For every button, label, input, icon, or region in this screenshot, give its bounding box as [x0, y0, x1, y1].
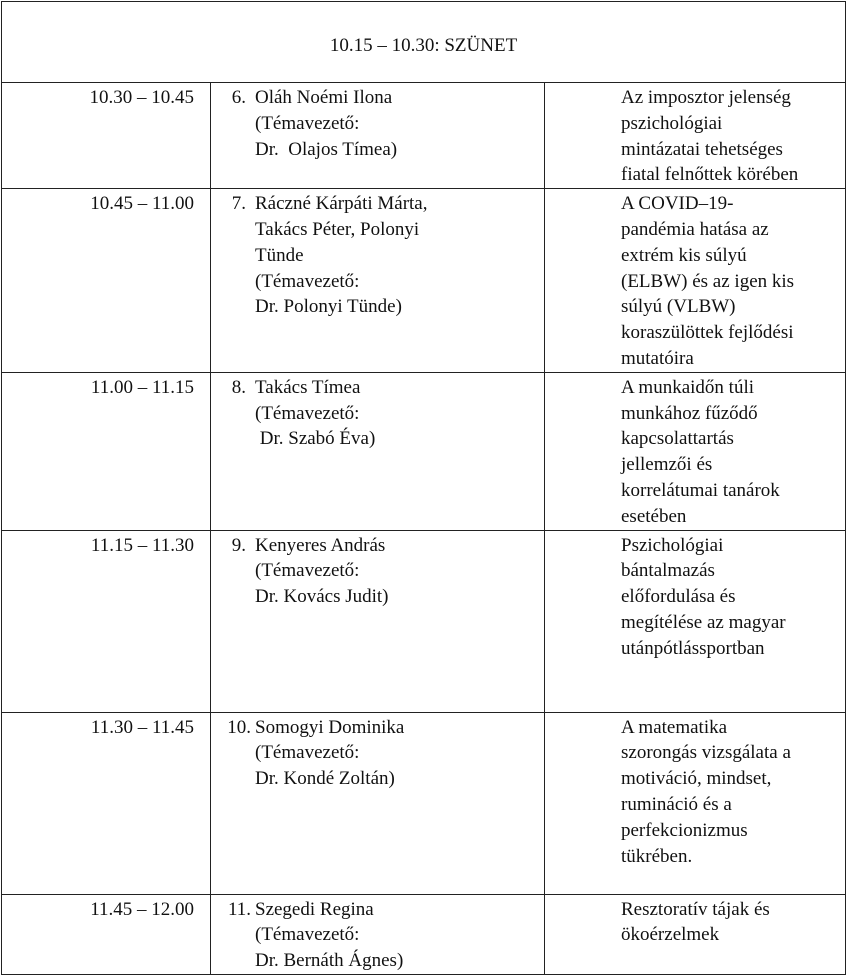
schedule-row	[2, 530, 846, 712]
presenter-cell	[211, 189, 545, 373]
title-line: ökoérzelmek	[621, 924, 720, 946]
break-row	[2, 2, 846, 83]
presenter-cell	[211, 372, 545, 530]
presenter-line: Takács Tímea	[255, 376, 361, 398]
schedule-row	[2, 894, 846, 974]
item-number: 6.	[231, 87, 246, 108]
talk-title	[545, 530, 846, 712]
presenter-line: Dr. Olajos Tímea)	[255, 138, 398, 160]
presenter-line: Szegedi Regina	[255, 898, 374, 920]
time-slot: 11.45 – 12.00	[2, 894, 211, 974]
title-line: jellemzői és	[621, 454, 713, 476]
title-line: A COVID–19-	[621, 193, 734, 215]
item-number: 9.	[231, 534, 246, 556]
presenter-line: (Témavezető:	[255, 112, 360, 134]
presenter-line: (Témavezető:	[255, 924, 360, 946]
presenter-line: Dr. Kondé Zoltán)	[255, 768, 395, 790]
presenter-line: Dr. Szabó Éva)	[255, 428, 376, 450]
title-line: megítélése az magyar	[621, 611, 786, 633]
title-line: kapcsolattartás	[621, 428, 734, 450]
break-label: 10.15 – 10.30: SZÜNET	[2, 2, 846, 83]
presenter-line: Dr. Kovács Judit)	[255, 586, 389, 608]
talk-title	[545, 894, 846, 974]
schedule-row	[2, 372, 846, 530]
presenter-line: (Témavezető:	[255, 742, 360, 764]
title-line: tükrében.	[621, 845, 693, 867]
title-line: koraszülöttek fejlődési	[621, 322, 794, 344]
title-line: Pszichológiai	[621, 534, 724, 556]
talk-title	[545, 189, 846, 373]
item-number: 8.	[231, 376, 246, 398]
title-line: szorongás vizsgálata a	[621, 742, 791, 764]
time-slot: 10.45 – 11.00	[2, 189, 211, 373]
title-line: Resztoratív tájak és	[621, 898, 770, 920]
title-line: mintázatai tehetséges	[621, 138, 783, 160]
title-line: munkához fűződő	[621, 402, 758, 424]
title-line: perfekcionizmus	[621, 819, 748, 841]
title-line: előfordulása és	[621, 586, 736, 608]
presenter-line: (Témavezető:	[255, 270, 360, 292]
title-line: mutatóira	[621, 347, 694, 369]
title-line: (ELBW) és az igen kis	[621, 270, 795, 292]
schedule-row	[2, 189, 846, 373]
title-line: pandémia hatása az	[621, 218, 769, 240]
title-line: motiváció, mindset,	[621, 768, 772, 790]
time-slot: 10.30 – 10.45	[2, 83, 211, 189]
schedule-row	[2, 712, 846, 894]
title-line: extrém kis súlyú	[621, 244, 747, 266]
presenter-cell	[211, 712, 545, 894]
presenter-line: Dr. Bernáth Ágnes)	[255, 950, 404, 972]
item-number: 11.	[227, 898, 251, 920]
time-slot: 11.15 – 11.30	[2, 530, 211, 712]
title-line: bántalmazás	[621, 560, 715, 582]
presenter-line: Somogyi Dominika	[255, 716, 405, 738]
title-line: súlyú (VLBW)	[621, 296, 736, 318]
presenter-line: Kenyeres András	[255, 534, 386, 556]
presenter-cell	[211, 530, 545, 712]
presenter-cell	[211, 894, 545, 974]
item-number: 10.	[227, 716, 251, 738]
presenter-line: (Témavezető:	[255, 402, 360, 424]
title-line: A munkaidőn túli	[621, 376, 754, 398]
schedule-row	[2, 83, 846, 189]
presenter-line: Oláh Noémi Ilona	[255, 87, 393, 108]
time-slot: 11.30 – 11.45	[2, 712, 211, 894]
presenter-line: Takács Péter, Polonyi	[255, 218, 420, 240]
title-line: pszichológiai	[621, 112, 723, 134]
title-line: Az imposztor jelenség	[621, 87, 791, 108]
title-line: fiatal felnőttek körében	[621, 164, 799, 186]
presenter-line: Tünde	[255, 244, 304, 266]
presenter-cell	[211, 83, 545, 189]
talk-title	[545, 372, 846, 530]
title-line: A matematika	[621, 716, 728, 738]
title-line: rumináció és a	[621, 793, 732, 815]
item-number: 7.	[231, 193, 246, 215]
talk-title	[545, 83, 846, 189]
title-line: utánpótlássportban	[621, 637, 765, 659]
presenter-line: Dr. Polonyi Tünde)	[255, 296, 402, 318]
title-line: esetében	[621, 505, 687, 527]
presenter-line: Ráczné Kárpáti Márta,	[255, 193, 428, 215]
time-slot: 11.00 – 11.15	[2, 372, 211, 530]
presenter-line: (Témavezető:	[255, 560, 360, 582]
talk-title	[545, 712, 846, 894]
schedule-table	[1, 1, 846, 975]
title-line: korrelátumai tanárok	[621, 479, 780, 501]
